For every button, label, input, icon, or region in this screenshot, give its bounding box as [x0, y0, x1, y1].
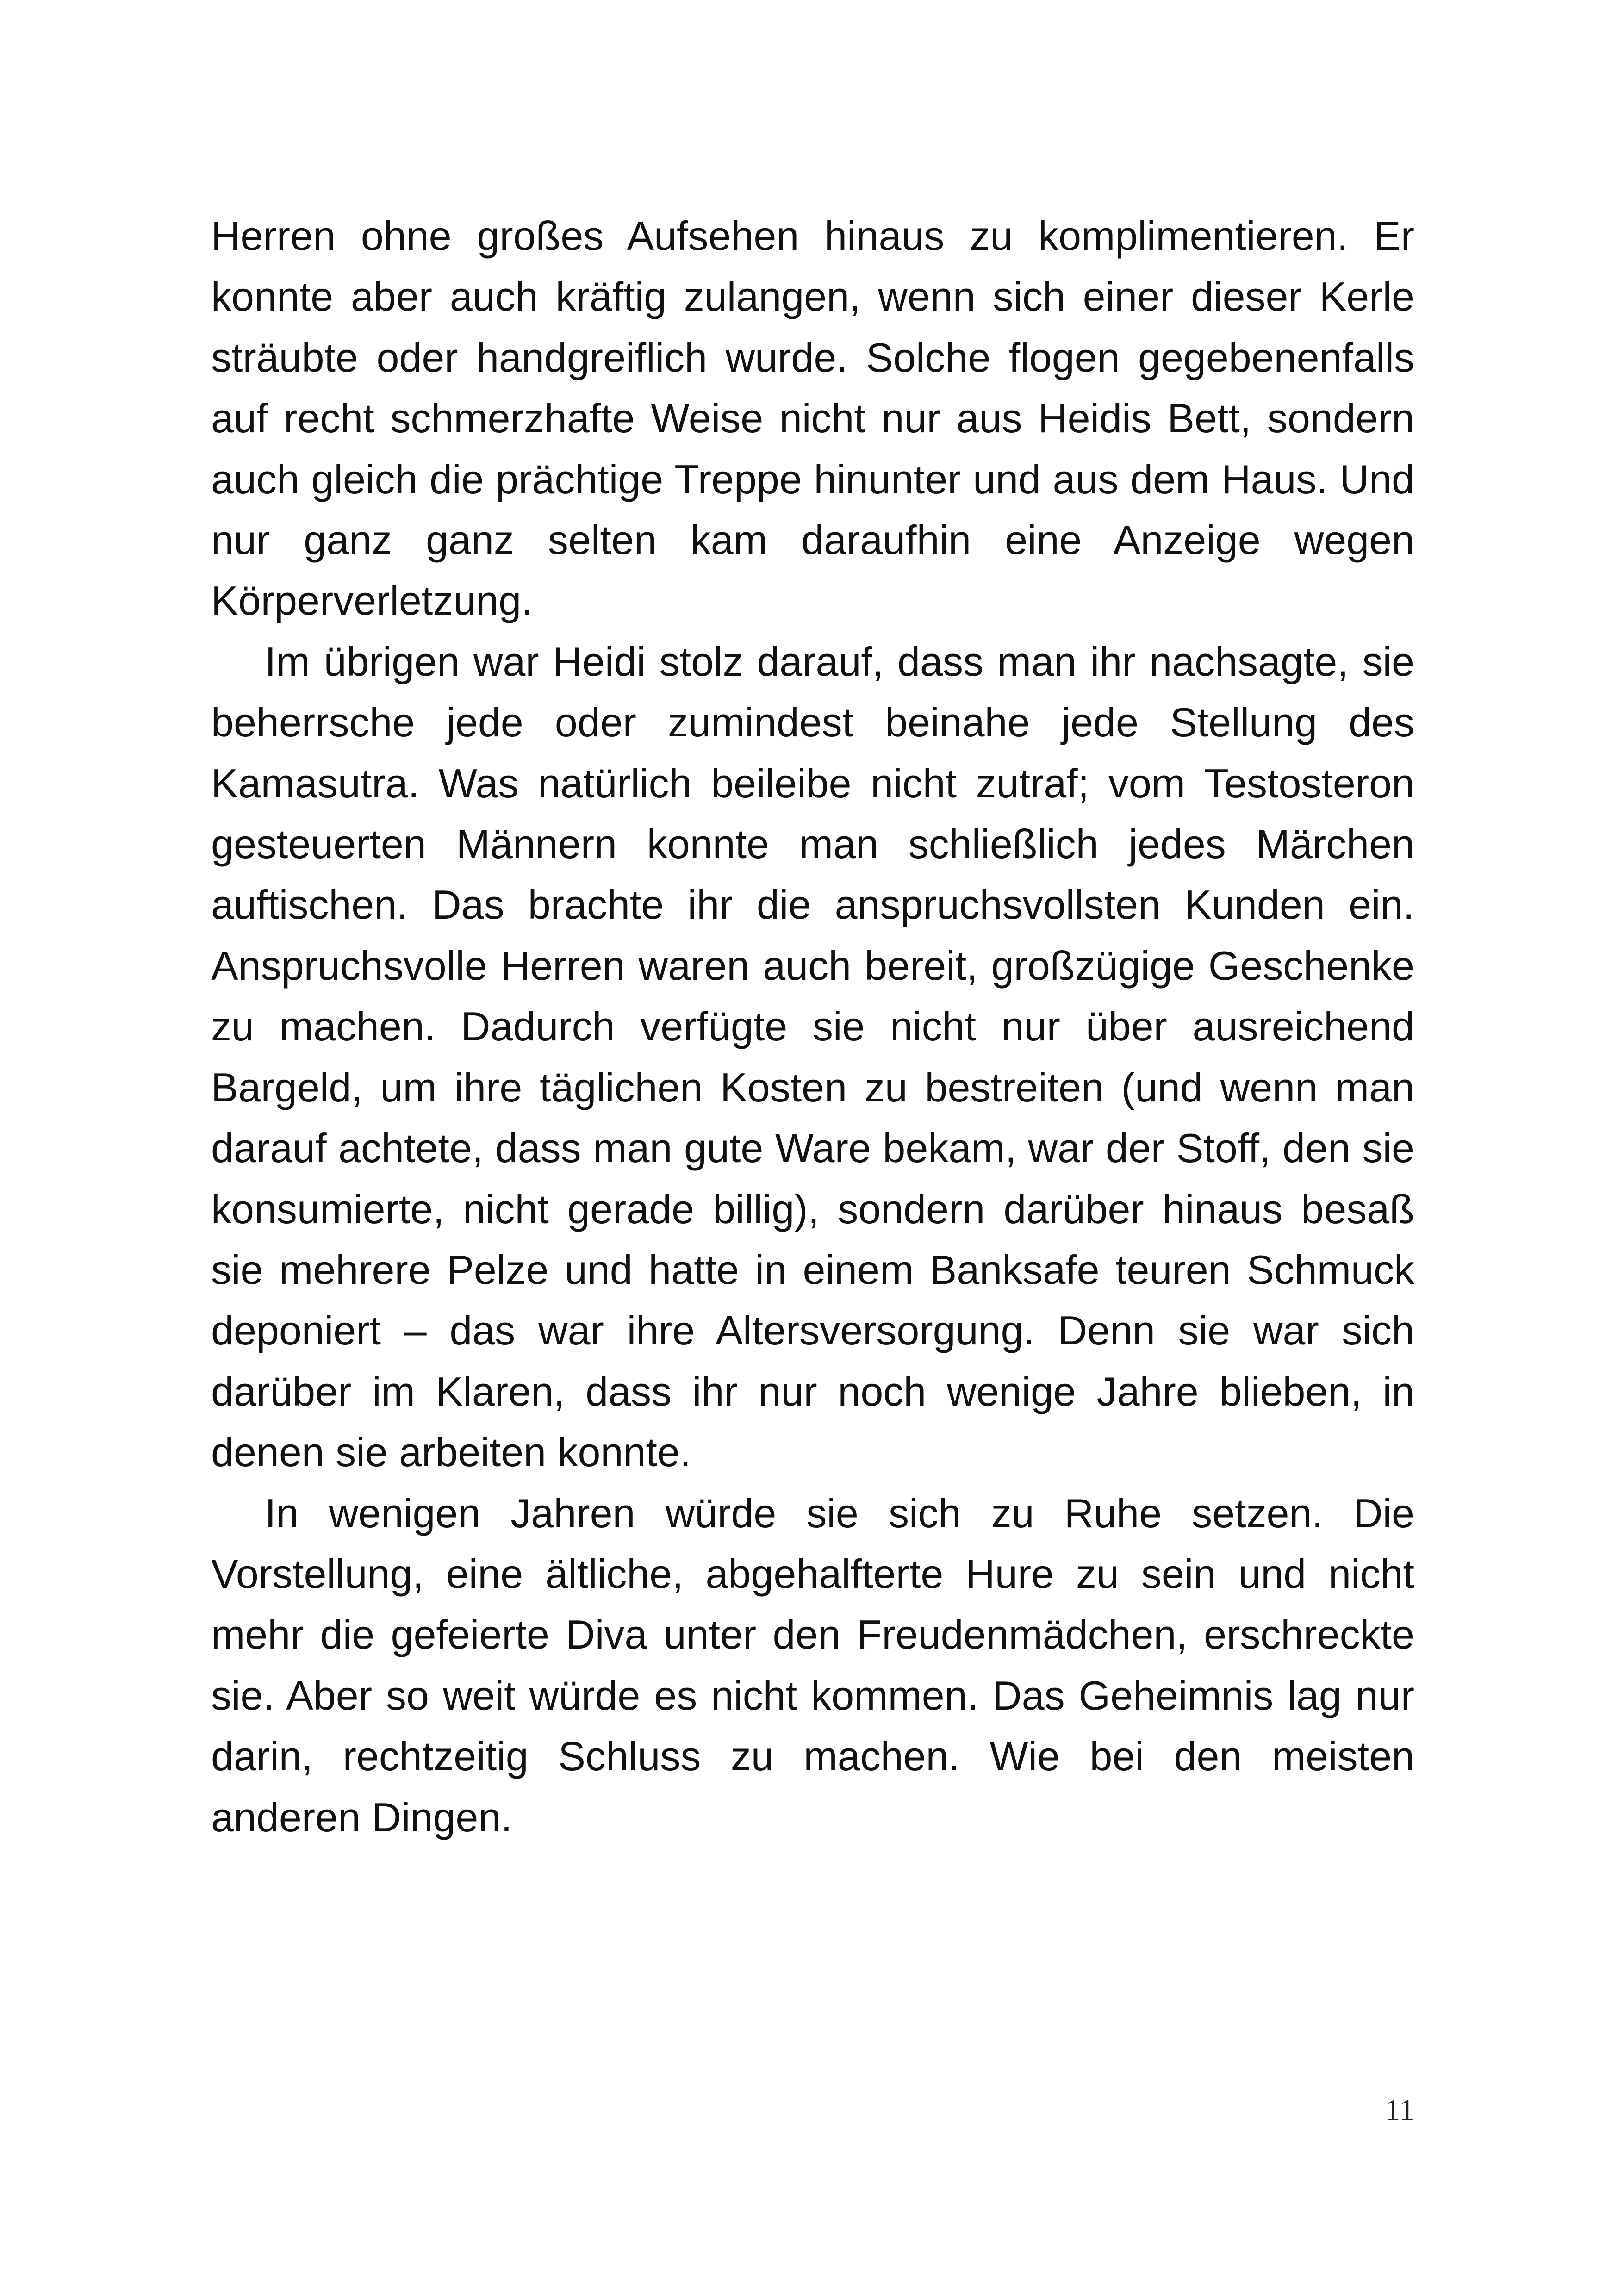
- paragraph-3: In wenigen Jahren würde sie sich zu Ruhe setzen. Die Vorstellung, eine ältliche, abgehalfterte Hure zu sein und nicht mehr die gefeierte Diva unter den Freudenmädchen, erschreckte sie. Aber so weit würde es nicht kommen. Das Geheimnis lag nur darin, rechtzeitig Schluss zu machen. Wie bei den meisten anderen Dingen.: [211, 1490, 1414, 1840]
- paragraph-1: Herren ohne großes Aufsehen hinaus zu komplimentieren. Er konnte aber auch kräftig zulangen, wenn sich einer dieser Kerle sträubte oder handgreiflich wurde. Solche flogen gegebenenfalls auf recht schmerzhafte Weise nicht nur aus Heidis Bett, sondern auch gleich die prächtige Treppe hinunter und aus dem Haus. Und nur ganz ganz selten kam daraufhin eine Anzeige wegen Körperverletzung.: [211, 213, 1414, 624]
- page-number: 11: [1385, 2093, 1414, 2127]
- body-text: [211, 205, 1414, 1848]
- paragraph-2: Im übrigen war Heidi stolz darauf, dass man ihr nachsagte, sie beherrsche jede oder zumindest beinahe jede Stellung des Kamasutra. Was natürlich beileibe nicht zutraf; vom Testosteron gesteuerten Männern konnte man schließlich jedes Märchen auftischen. Das brachte ihr die anspruchsvollsten Kunden ein. Anspruchsvolle Herren waren auch bereit, großzügige Geschenke zu machen. Dadurch verfügte sie nicht nur über ausreichend Bargeld, um ihre täglichen Kosten zu bestreiten (und wenn man darauf achtete, dass man gute Ware bekam, war der Stoff, den sie konsumierte, nicht gerade billig), sondern darüber hinaus besaß sie mehrere Pelze und hatte in einem Banksafe teuren Schmuck deponiert – das war ihre Altersversorgung. Denn sie war sich darüber im Klaren, dass ihr nur noch wenige Jahre blieben, in denen sie arbeiten konnte.: [211, 638, 1414, 1475]
